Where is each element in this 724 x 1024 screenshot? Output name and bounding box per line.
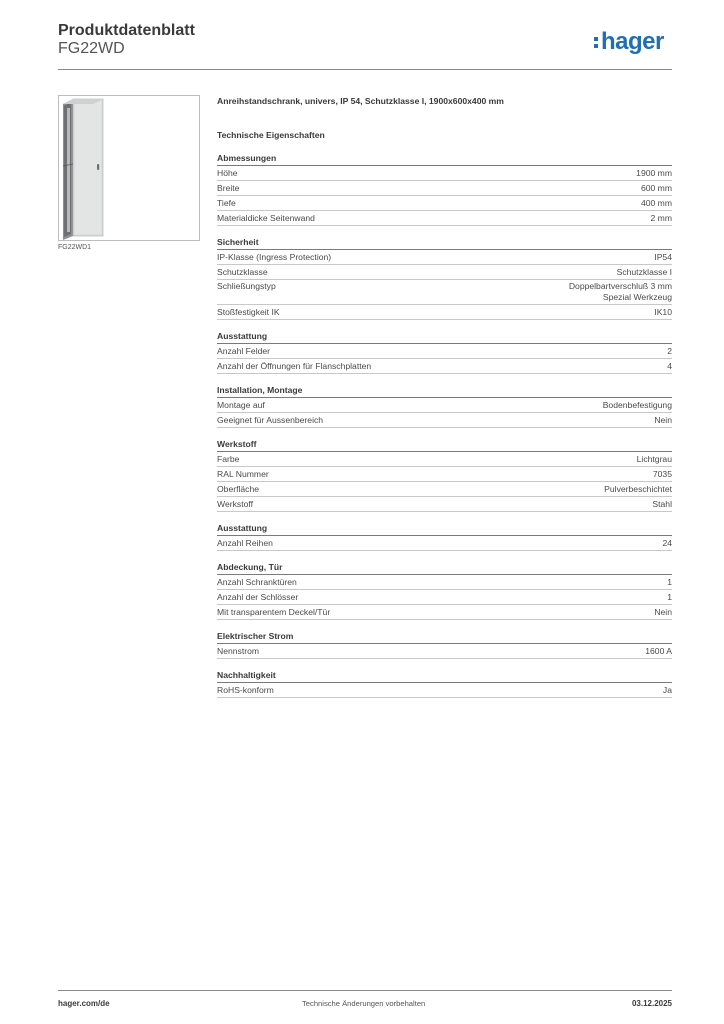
spec-value-line: Nein xyxy=(654,607,672,617)
section-title: Installation, Montage xyxy=(217,384,672,398)
header-divider xyxy=(58,69,672,70)
spec-value xyxy=(636,166,672,180)
spec-label: RoHS-konform xyxy=(217,685,274,695)
spec-label: Materialdicke Seitenwand xyxy=(217,213,315,223)
section-title: Werkstoff xyxy=(217,438,672,452)
spec-value-line: Pulverbeschichtet xyxy=(604,484,672,494)
hager-logo xyxy=(594,28,664,56)
spec-label: Farbe xyxy=(217,454,240,464)
spec-value-line: 7035 xyxy=(652,469,672,479)
section-title: Ausstattung xyxy=(217,330,672,344)
spec-row xyxy=(217,413,672,428)
spec-value-line: Nein xyxy=(654,415,672,425)
spec-value xyxy=(663,683,672,697)
spec-label: Mit transparentem Deckel/Tür xyxy=(217,607,331,617)
spec-row xyxy=(217,181,672,196)
spec-row xyxy=(217,482,672,497)
spec-label: Schließungstyp xyxy=(217,281,276,291)
spec-row xyxy=(217,497,672,512)
section-title: Ausstattung xyxy=(217,522,672,536)
spec-label: Oberfläche xyxy=(217,484,260,494)
spec-value xyxy=(667,575,672,589)
spec-value-line: IK10 xyxy=(654,307,672,317)
spec-label: Tiefe xyxy=(217,198,236,208)
footer-date: 03.12.2025 xyxy=(631,999,672,1008)
logo-text: hager xyxy=(601,28,664,55)
product-description: Anreihstandschrank, univers, IP 54, Schutzklasse I, 1900x600x400 mm xyxy=(217,96,504,106)
spec-row xyxy=(217,196,672,211)
section-title: Sicherheit xyxy=(217,236,672,250)
spec-value-line: Ja xyxy=(662,685,672,695)
spec-value xyxy=(667,344,672,358)
spec-row xyxy=(217,265,672,280)
spec-value xyxy=(653,467,672,481)
tech-properties-title: Technische Eigenschaften xyxy=(217,130,325,140)
spec-row xyxy=(217,467,672,482)
product-image xyxy=(58,95,200,241)
product-code: FG22WD xyxy=(58,40,125,57)
spec-row xyxy=(217,211,672,226)
spec-row xyxy=(217,605,672,620)
spec-label: RAL Nummer xyxy=(217,469,269,479)
spec-value xyxy=(662,536,672,550)
spec-value-line: 2 mm xyxy=(650,213,672,223)
spec-value-line-2: Spezial Werkzeug xyxy=(602,292,672,302)
image-caption: FG22WD1 xyxy=(58,244,92,251)
spec-value xyxy=(617,265,672,279)
section-title: Elektrischer Strom xyxy=(217,630,672,644)
spec-value-line: IP54 xyxy=(654,252,672,262)
spec-value-line: Doppelbartverschluß 3 mm xyxy=(568,281,672,291)
spec-sections xyxy=(217,152,672,698)
spec-label: Höhe xyxy=(217,168,238,178)
spec-value-line: Lichtgrau xyxy=(636,454,672,464)
spec-row xyxy=(217,305,672,320)
spec-row xyxy=(217,536,672,551)
spec-value-line: Stahl xyxy=(652,499,672,509)
spec-label: Montage auf xyxy=(217,400,265,410)
spec-value xyxy=(641,196,672,210)
spec-value-line: Schutzklasse I xyxy=(616,267,672,277)
spec-label: IP-Klasse (Ingress Protection) xyxy=(217,252,332,262)
spec-value xyxy=(651,211,672,225)
spec-value xyxy=(645,644,672,658)
spec-value xyxy=(604,482,672,496)
spec-value xyxy=(654,605,672,619)
spec-label: Anzahl Reihen xyxy=(217,538,273,548)
spec-value-line: 4 xyxy=(667,361,672,371)
spec-label: Schutzklasse xyxy=(217,267,268,277)
spec-value xyxy=(569,281,672,304)
spec-value-line: 1900 mm xyxy=(636,168,672,178)
spec-value xyxy=(667,359,672,373)
spec-content xyxy=(217,95,672,698)
section-title: Nachhaltigkeit xyxy=(217,669,672,683)
footer-website[interactable]: hager.com/de xyxy=(58,999,110,1008)
spec-value-line: 24 xyxy=(662,538,672,548)
spec-label: Anzahl der Öffnungen für Flanschplatten xyxy=(217,361,372,371)
spec-value xyxy=(654,305,672,319)
logo-dots-icon xyxy=(594,34,599,51)
spec-value-line: 400 mm xyxy=(640,198,672,208)
spec-value-line: 1 xyxy=(667,592,672,602)
spec-row xyxy=(217,683,672,698)
spec-label: Geeignet für Aussenbereich xyxy=(217,415,324,425)
spec-value-line: 600 mm xyxy=(640,183,672,193)
spec-label: Anzahl Schranktüren xyxy=(217,577,297,587)
footer-notice: Technische Änderungen vorbehalten xyxy=(302,999,426,1008)
spec-row xyxy=(217,280,672,305)
spec-label: Werkstoff xyxy=(217,499,253,509)
document-title: Produktdatenblatt xyxy=(58,22,195,39)
enclosure-cabinet-image xyxy=(59,96,199,240)
spec-row xyxy=(217,359,672,374)
spec-row xyxy=(217,590,672,605)
spec-row xyxy=(217,398,672,413)
spec-row xyxy=(217,166,672,181)
spec-value-line: 1 xyxy=(667,577,672,587)
spec-label: Anzahl Felder xyxy=(217,346,271,356)
spec-value xyxy=(667,590,672,604)
spec-label: Anzahl der Schlösser xyxy=(217,592,299,602)
spec-value xyxy=(603,398,672,412)
spec-label: Breite xyxy=(217,183,240,193)
spec-value xyxy=(641,181,672,195)
section-title: Abdeckung, Tür xyxy=(217,561,672,575)
spec-value-line: 2 xyxy=(667,346,672,356)
spec-label: Nennstrom xyxy=(217,646,260,656)
section-title: Abmessungen xyxy=(217,152,672,166)
spec-row xyxy=(217,575,672,590)
spec-value-line: Bodenbefestigung xyxy=(602,400,672,410)
spec-row xyxy=(217,644,672,659)
footer-divider xyxy=(58,990,672,991)
spec-value xyxy=(654,250,672,264)
spec-row xyxy=(217,250,672,265)
spec-value-line: 1600 A xyxy=(645,646,672,656)
spec-value xyxy=(637,452,672,466)
spec-row xyxy=(217,452,672,467)
spec-value xyxy=(654,413,672,427)
spec-label: Stoßfestigkeit IK xyxy=(217,307,280,317)
spec-row xyxy=(217,344,672,359)
spec-value xyxy=(652,497,672,511)
